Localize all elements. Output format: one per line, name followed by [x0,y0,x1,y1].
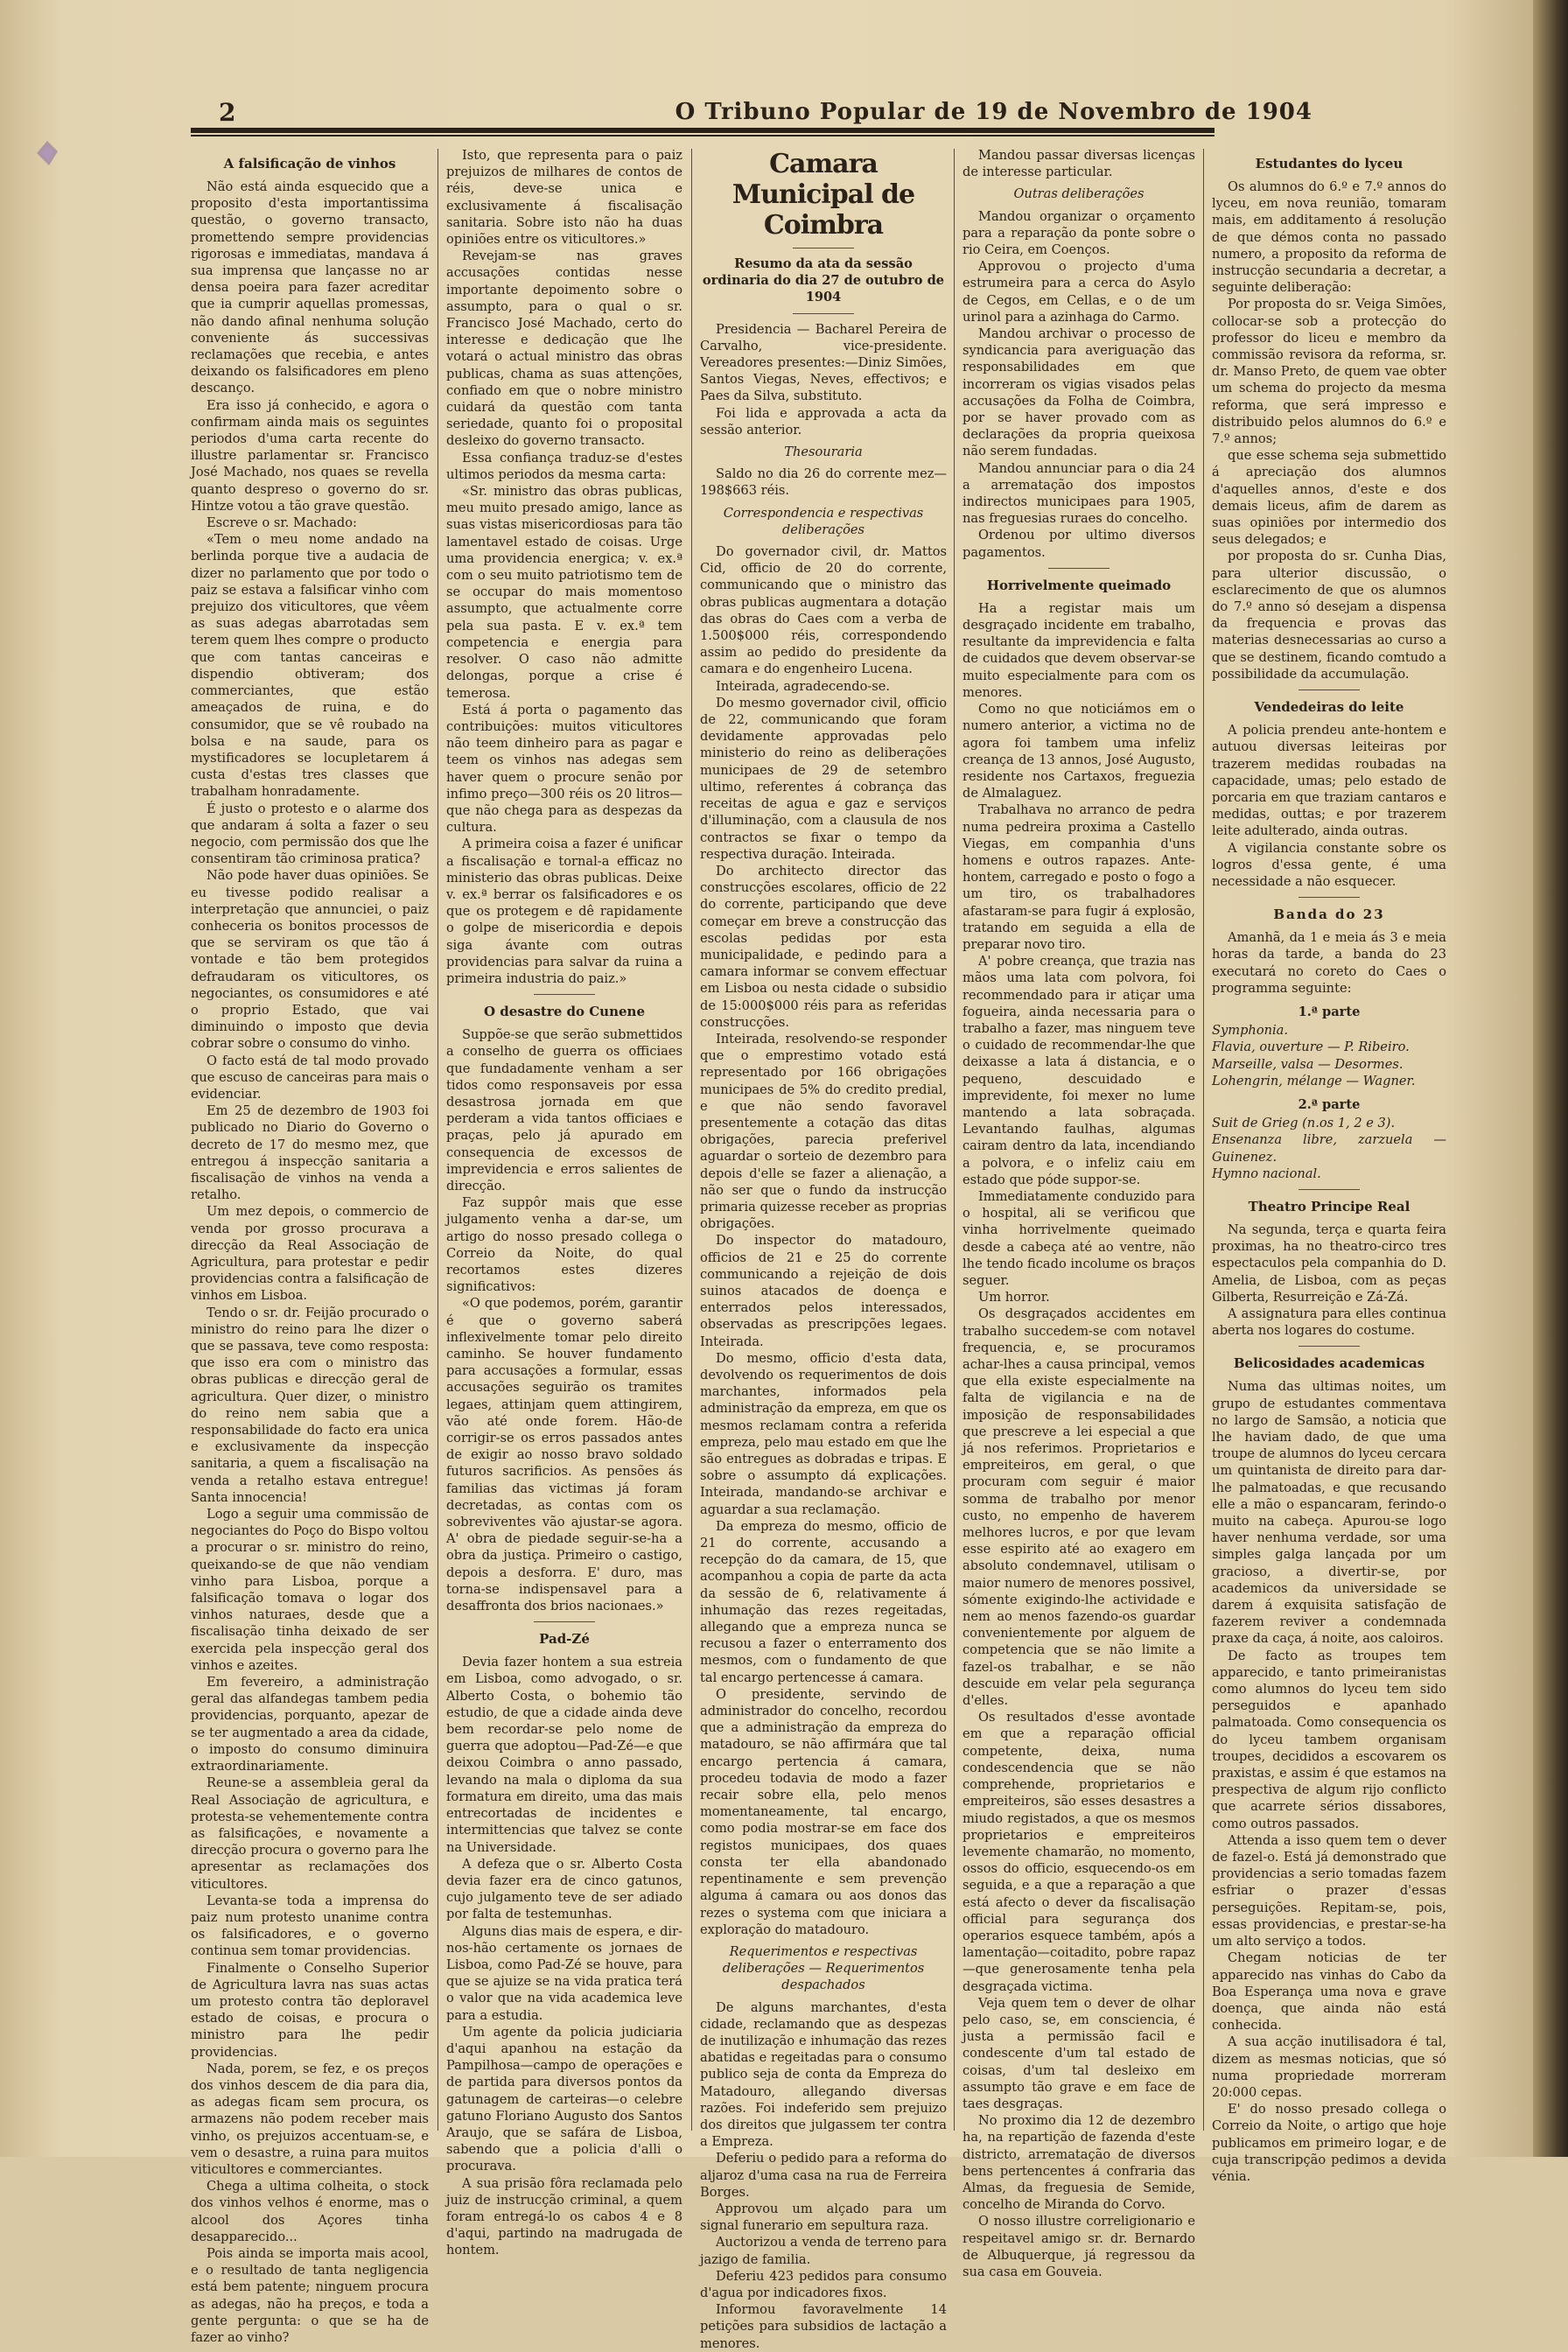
separator [534,1621,595,1622]
paragraph: Ordenou por ultimo diversos pagamentos. [962,528,1195,560]
paragraph: Deferiu 423 pedidos para consumo d'agua por indicadores fixos. [700,2268,947,2300]
paragraph: Na segunda, terça e quarta feira proximas, ha no theatro-circo tres espectaculos pela companhia do D. Amelia, de Lisboa, com as peças Gilberta, Resurreição e Zá-Zá. [1212,1222,1446,1305]
heading-correspondencia: Correspondencia e respectivas deliberações [723,505,924,537]
session-summary: Resumo da ata da sessão ordinaria do dia 27 de outubro de 1904 [702,256,945,305]
paragraph: Mandou annunciar para o dia 24 a arrematação dos impostos indirectos municipaes para 1905, nas freguesias ruraes do concelho. [962,460,1195,527]
article-title-leite: Vendedeiras do leite [1254,699,1404,716]
article-body-queimado [962,600,1195,2280]
paragraph: Inteirada, resolvendo-se responder que o emprestimo votado está representado por 166 obrigações municipaes de 5% do credito predial, e que não sendo favoravel presentemente a cotação das ditas obrigações, parecia preferivel aguardar o sorteio de dezembro para depois d'elle se fazer a alienação, a não ser que o fundo da instrucção primaria quizesse receber as proprias obrigações. [700,1031,947,1232]
column-rule [954,149,955,2131]
article-title-queimado: Horrivelmente queimado [986,577,1172,593]
paragraph: A policia prendeu ante-hontem e autuou diversas leiteiras por trazerem medidas roubadas na capacidade, umas; pelo estado de porcaria em que traziam cantaros e medidas, outtas; e por trazerem leite adulterado, ainda outras. [1212,723,1446,839]
paragraph: Não pode haver duas opiniões. Se eu tivesse podido realisar a interpretação que annunciei, o paiz conheceria os bonitos processos de que se serviram os que tão á vontade e tão bem protegidos defraudaram os viticultores, os negociantes, os consumidores e até o proprio Estado, que vai diminuindo o imposto que devia cobrar sobre o consumo do vinho. [191,868,429,1052]
article-body-theatro [1212,1222,1446,1339]
article-title-padze: Pad-Zé [539,1631,590,1648]
article-title-belicosidades: Belicosidades academicas [1233,1355,1425,1372]
program-part-1-heading: 1.ª parte [1298,1004,1361,1019]
separator [534,994,595,995]
article-body-cunene [446,1026,682,1614]
paragraph: Escreve o sr. Machado: [206,515,357,531]
paragraph: Do inspector do matadouro, officios de 21 e 25 do corrente communicando a rejeição de dois suinos atacados de doença e enterrados pelos interessados, observadas as prescripções legaes. Inteirada. [700,1233,947,1349]
requests-body [700,1999,947,2352]
paragraph: Do mesmo governador civil, officio de 22, communicando que foram devidamente approvadas pelo ministerio do reino as deliberações municipaes de 29 de setembro ultimo, referentes á cobrança das receitas de agua e gaz e serviços d'illuminação, com a clausula de nos contractos se fixar o tempo da respectiva duração. Inteirada. [700,695,947,862]
article-body-lyceu [1212,178,1446,682]
program-part-2-list [1212,1115,1446,1182]
paragraph: Devia fazer hontem a sua estreia em Lisboa, como advogado, o sr. Alberto Costa, o bohemio tão estudio, de que a cidade ainda deve bem recordar-se pelo nome de guerra que adoptou—Pad-Zé—e que deixou Coimbra o anno passado, levando na mala o diploma da sua formatura em direito, uma das mais entrecortadas de incidentes e intermittencias que talvez se conte na Universidade. [446,1655,682,1855]
paragraph: Era isso já conhecido, e agora o confirmam ainda mais os seguintes periodos d'uma carta recente do illustre parlamentar sr. Francisco José Machado, nos quaes se revella quanto despreso o governo do sr. Hintze votou a tão grave questão. [191,397,429,514]
paragraph: Approvou o projecto d'uma estrumeira para a cerca do Asylo de Cegos, em Cellas, e o de um urinol para a azinhaga do Carmo. [962,259,1195,325]
correspondence-body [700,543,947,1938]
tesouraria-text: Saldo no dia 26 do corrente mez—198$663 réis. [700,466,947,499]
other-deliberations-body [962,208,1195,561]
paragraph: Um horror. [978,1290,1050,1306]
paragraph: Numa das ultimas noites, um grupo de estudantes commentava no largo de Samsão, a noticia que lhe haviam dado, de que uma troupe de alumnos do lyceu cercara um quintanista de direito para dar-lhe palmatoadas, e que recusando elle a mão o espancaram, ferindo-o muito na cabeça. Apurou-se logo haver nenhuma verdade, sor uma simples galga lançada por um gracioso, a divertir-se, por academicos da universidade se darem á exquisita satisfação de fazerem reviver a condemnada praxe da caça, á noite, aos caloiros. [1212,1379,1446,1647]
paragraph: Presidencia — Bacharel Pereira de Carvalho, vice-presidente. Vereadores presentes:—Diniz Simões, Santos Viegas, Neves, effectivos; e Paes da Silva, substituto. [700,321,947,404]
column-rule [1203,149,1204,2131]
masthead: O Tribuno Popular de 19 de Novembro de 1904 [675,99,1312,125]
article-title-camara: Camara Municipal de Coimbra [732,149,915,241]
paragraph: Essa confiança traduz-se d'estes ultimos periodos da mesma carta: [446,450,682,482]
paragraph: Inteirada, agradecendo-se. [716,678,891,694]
paragraph: Tendo o sr. dr. Feijão procurado o ministro do reino para lhe dizer o que se passava, teve como resposta: que isso era com o ministro das obras publicas e direcção geral de agricultura. Quer dizer, o ministro do reino nem sabia que a responsabilidade do facto era unica e exclusivamente da inspecção sanitaria, a quem a fiscalisação na venda a retalho estava entregue! Santa innocencia! [191,1305,429,1505]
paragraph: Isto, que representa para o paiz prejuizos de milhares de contos de réis, deve-se unica e exclusivamente á fiscalisação sanitaria. Sobre isto não ha duas opiniões entre os viticultores.» [446,148,682,248]
program-part-2-heading: 2.ª parte [1298,1096,1361,1112]
paragraph: Os desgraçados accidentes em trabalho succedem-se com notavel frequencia, e, se procuramos achar-lhes a causa principal, vemos que ella existe especialmente na falta de vigilancia e na de imposição de responsabilidades que prescreve a lei especial a que já nos referimos. Proprietarios e empreiteiros, em geral, o que procuram com seguir é maior somma de trabalho por menor custo, no empenho de haverem melhores lucros, e por que levam esse espirito até ao exagero em absoluto condemnavel, utilisam o maior numero de menores possivel, sómente exigindo-lhe actividade e nem ao menos fazendo-os guardar convenientemente por alguem de competencia que se não limite a fazel-os trabalhar, e se não descuide em velar pela segurança d'elles. [962,1306,1195,1709]
paragraph: A sua prisão fôra reclamada pelo juiz de instrucção criminal, a quem foram entregá-lo os cabos 4 e 8 d'aqui, partindo na madrugada de hontem. [446,2175,682,2258]
paragraph: Em 25 de dezembro de 1903 foi publicado no Diario do Governo o decreto de 17 do mesmo mez, que entregou á inspecção sanitaria a fiscalisação de vinhos na venda a retalho. [191,1103,429,1203]
column-5 [1212,147,1446,2184]
program-part-1-list [1212,1022,1446,1089]
separator [1298,1346,1360,1347]
paragraph: Foi lida e approvada a acta da sessão anterior. [700,405,947,438]
paragraph: Da empreza do mesmo, officio de 21 do corrente, accusando a recepção do da camara, de 15, que acompanhou a copia de parte da acta da sessão de 6, relativamente á inhumação das rezes regeitadas, allegando que a empreza nunca se recusou a fazer o enterramento dos mesmos, com o fundamento de que tal encargo pertencesse á camara. [700,1518,947,1685]
paragraph: Mandou archivar o processo de syndicancia para averiguação das responsabilidades em que incorreram os vigias visados pelas accusações da Folha de Coimbra, por se haver provado com as declarações da propria queixosa não serem fundadas. [962,326,1195,459]
paragraph: Veja quem tem o dever de olhar pelo caso, se, em consciencia, é justa a permissão facil e condescente d'um tal estado de coisas, d'um tal desleixo em assumpto tão grave e em face de taes desgraças. [962,1995,1195,2111]
paragraph: O facto está de tal modo provado que escuso de canceiras para mais o evidenciar. [191,1053,429,1102]
page-header [219,94,1330,130]
article-body-falsificacao [191,178,429,2346]
header-rule-thin [191,135,1214,136]
paragraph: Pois ainda se importa mais acool, e o resultado de tanta negligencia está bem patente; ninguem procura as adegas, não ha preços, e toda a gente pergunta: o que se ha de fazer ao vinho? [191,2245,429,2345]
paragraph: Symphonia. [1212,1023,1289,1039]
band-announcement: Amanhã, da 1 e meia ás 3 e meia horas da tarde, a banda do 23 executará no coreto do Caes o programma seguinte: [1212,930,1446,996]
paragraph: Logo a seguir uma commissão de negociantes do Poço do Bispo voltou a procurar o sr. ministro do reino, queixando-se de que não vendiam vinho para Lisboa, porque a falsificação tomava o logar dos vinhos naturaes, desde que a fiscalisação tinha deixado de ser exercida pela inspecção geral dos vinhos e azeites. [191,1507,429,1673]
paragraph: Auctorizou a venda de terreno para jazigo de familia. [700,2235,947,2267]
paragraph: Immediatamente conduzido para o hospital, ali se verificou que vinha horrivelmente queimado desde a cabeça até ao ventre, não lhe tendo ficado incolume os braços seguer. [962,1188,1195,1288]
column-2 [446,147,682,2258]
paragraph: Attenda a isso quem tem o dever de fazel-o. Está já demonstrado que providencias a serio tomadas fazem esfriar o prazer d'essas perseguições. Repitam-se, pois, essas providencias, e prestar-se-ha um alto serviço a todos. [1212,1832,1446,1950]
session-attendance [700,321,947,438]
paragraph: Revejam-se nas graves accusações contidas nesse importante depoimento sobre o assumpto, para o qual o sr. Francisco José Machado, certo do interesse e dedicação que lhe votará o actual ministro das obras publicas, chama as suas attenções, confiado em que o nobre ministro cuidará da questão com tanta seriedade, quanto foi o proposital desleixo do governo transacto. [446,248,682,449]
paragraph: Ensenanza libre, zarzuela — Guinenez. [1212,1132,1446,1165]
paragraph: A defeza que o sr. Alberto Costa devia fazer era de cinco gatunos, cujo julgamento teve de ser adiado por falta de testemunhas. [446,1856,682,1922]
paragraph: A primeira coisa a fazer é unificar a fiscalisação e tornal-a efficaz no ministerio das obras publicas. Deixe v. ex.ª berrar os falsificadores e os que os protegem e dê rapidamente o golpe de misericordia e depois siga ávante com outras providencias para salvar da ruina a primeira industria do paiz.» [446,836,682,986]
paragraph: O nosso illustre correligionario e respeitavel amigo sr. dr. Bernardo de Albuquerque, já regressou da sua casa em Gouveia. [962,2214,1195,2279]
paragraph: A' pobre creança, que trazia nas mãos uma lata com polvora, foi recommendado para ir atiçar uma fogueira, ainda necessaria para o trabalho a fazer, mas ninguem teve o cuidado de recommendar-lhe que deixasse a lata á distancia, e o pequeno, descuidado e imprevidente, foi mexer no lume mantendo a lata sobraçada. Levantando faulhas, algumas cairam dentro da lata, incendiando a polvora, e o infeliz caiu em estado que póde suppor-se. [962,954,1195,1187]
column-3 [700,147,947,2351]
paragraph: Alguns dias mais de espera, e dir-nos-hão certamente os jornaes de Lisboa, como Pad-Zé se houve, para que se ajuize se na vida pratica terá o valor que na vida academica leve para a estudia. [446,1923,682,2023]
article-body-padze [446,1654,682,2258]
paragraph: Chega a ultima colheita, o stock dos vinhos velhos é enorme, mas o alcool dos Açores tinha desapparecido... [191,2179,429,2244]
article-title-cunene: O desastre do Cunene [484,1004,645,1020]
paragraph: Deferiu o pedido para a reforma do aljaroz d'uma casa na rua de Ferreira Borges. [700,2151,947,2200]
paragraph: que esse schema seja submettido á apreciação dos alumnos d'aquelles annos, d'este e dos demais liceus, afim de darem as suas opiniões por intermedio dos seus delegados; e [1212,448,1446,548]
paragraph: A assignatura para elles continua aberta nos logares do costume. [1212,1306,1446,1339]
header-rule [191,128,1214,133]
article-title-falsificacao: A falsificação de vinhos [223,156,396,172]
paragraph: A vigilancia constante sobre os logros d'essa gente, é uma necessidade a não esquecer. [1212,840,1446,889]
paragraph: Do architecto director das construcções escolares, officio de 22 do corrente, participando que deve começar em breve a construcção das escolas pedidas por esta municipalidade, e pedindo para a camara informar se convem effectuar em Lisboa ou nesta cidade o subsidio de 15:000$000 réis para as referidas construcções. [700,863,947,1030]
paragraph: Lohengrin, mélange — Wagner. [1212,1073,1416,1088]
camara-cont [962,147,1195,180]
heading-outras-deliberacoes: Outras deliberações [1013,186,1144,202]
column-4 [962,147,1195,2279]
paragraph: Chegam noticias de ter apparecido nas vinhas do Cabo da Boa Esperança uma nova e grave doença, que ainda não está conhecida. [1212,1950,1446,2034]
page-number: 2 [219,97,236,127]
paragraph: O presidente, servindo de administrador do concelho, recordou que a administração da empreza do matadouro, se não affirmára que tal encargo pertencia á camara, procedeu todavia de modo a fazer recair sobre ella, pelo menos momentaneamente, tal encargo, como podia mostrar-se em face dos registos municipaes, dos quaes consta ter ella abandonado repentinamente e sem prevenção alguma á camara ou aos donos das rezes o systema com que iniciara a exploração do matadouro. [700,1686,947,1937]
paragraph: «Tem o meu nome andado na berlinda porque tive a audacia de dizer no parlamento que por todo o paiz se estava a falsificar vinho com prejuizo dos viticultores, que vêem as suas adegas abarrotadas sem terem quem lhes compre o producto que com tantas canceiras e dispendio obtiveram; dos commerciantes, que estão ameaçados de ruina, e do consumidor, que se vê roubado na bolsa e na saude, para os mystificadores se locupletarem á custa d'estas tres classes que trabalham honradamente. [191,532,429,800]
paragraph: Suppõe-se que serão submettidos a conselho de guerra os officiaes que fundadamente venham a ser tidos como responsaveis por essa desastrosa jornada em que perderam a vida tantos officiaes e praças, pelo já apurado em consequencia de excessos de imprevidencia e erros salientes de direcção. [446,1027,682,1194]
paragraph: «O que podemos, porém, garantir é que o governo saberá inflexivelmente tomar pelo direito caminho. Se houver fundamento para accusações a formular, essas accusações seguirão os tramites legaes, attinjam quem attingirem, vão até onde forem. Hão-de corrigir-se os erros passados antes de exigir ao nosso bravo soldado futuros sacrificios. As pensões ás familias das victimas já foram decretadas, as contas com os sobreviventes vão ajustar-se agora. A' obra de piedade seguir-se-ha a obra da justiça. Primeiro o castigo, depois a desforra. E' duro, mas torna-se indispensavel para a desaffronta dos brios nacionaes.» [446,1296,682,1614]
article-title-lyceu: Estudantes do lyceu [1255,156,1404,172]
paragraph: Informou favoravelmente 14 petições para subsidios de lactação a menores. [700,2302,947,2351]
separator [793,313,854,314]
paragraph: Como no que noticiámos em o numero anterior, a victima no de agora foi tambem uma infeliz creança de 13 annos, José Augusto, residente nos Cartaxos, freguezia de Almalaguez. [962,702,1195,802]
paragraph: Um agente da policia judiciaria d'aqui apanhou na estação da Pampilhosa—campo de operações e de partida para diversos pontos da gatunagem de carteiras—o celebre gatuno Floriano Augusto dos Santos Araujo, que se safára de Lisboa, sabendo que a policia d'alli o procurava. [446,2024,682,2174]
paragraph: É justo o protesto e o alarme dos que andaram á solta a fazer o seu negocio, com permissão dos que lhe consentiram tão criminosa pratica? [191,801,429,867]
paragraph: Approvou um alçado para um signal funerario em sepultura raza. [700,2201,947,2234]
paragraph: Reune-se a assembleia geral da Real Associação de agricultura, e protesta-se vehementemente contra as falsificações, e novamente a direcção procura o governo para lhe apresentar as reclamações dos viticultores. [191,1775,429,1892]
paragraph: Nada, porem, se fez, e os preços dos vinhos descem de dia para dia, as adegas ficam sem procura, os armazens não podem receber mais vinho, os prejuizos accentuam-se, e vem o desastre, a ruina para muitos viticultores e commerciantes. [191,2061,429,2177]
separator [1298,1189,1360,1190]
paragraph: Do governador civil, dr. Mattos Cid, officio de 20 do corrente, communicando que o ministro das obras publicas augmentara a dotação das obras do Caes com a verba de 1.500$000 réis, correspondendo assim ao pedido do presidente da camara e do engenheiro Lucena. [700,544,947,677]
paragraph: Hymno nacional. [1212,1166,1321,1181]
column-1 [191,147,429,2345]
heading-tesouraria: Thesouraria [784,444,863,460]
paragraph: «Sr. ministro das obras publicas, meu muito presado amigo, lance as suas vistas misericordiosas para tão lamentavel estado de coisas. Urge uma providencia energica; v. ex.ª com o seu muito patriotismo tem de se occupar do mais momentoso assumpto, que actualmente corre pela sua pasta. E v. ex.ª tem competencia e energia para resolver. O caso não admitte delongas, porque a crise é temerosa. [446,484,682,701]
separator [1298,897,1360,898]
separator [1048,568,1110,569]
paragraph: A sua acção inutilisadora é tal, dizem as mesmas noticias, que só numa propriedade morreram 20:000 cepas. [1212,2034,1446,2100]
column-rule [691,149,692,2131]
page-binding-edge [1533,0,1568,2157]
paragraph: Faz suppôr mais que esse julgamento venha a dar-se, um artigo do nosso presado collega o Correio da Noite, do qual recortamos estes dizeres significativos: [446,1195,682,1295]
paragraph: Marseille, valsa — Desormes. [1212,1056,1404,1072]
paragraph: Um mez depois, o commercio de venda por grosso procurava a direcção da Real Associação de Agricultura, para protestar e pedir providencias contra a falsificação de vinhos em Lisboa. [191,1204,429,1304]
paragraph: Mandou organizar o orçamento para a reparação da ponte sobre o rio Ceira, em Coenços. [962,208,1195,258]
paragraph: No proximo dia 12 de dezembro ha, na repartição de fazenda d'este districto, arrematação de diversos bens pertencentes á confraria das Almas, da freguesia de Semide, concelho de Miranda do Corvo. [962,2113,1195,2213]
article-body-leite [1212,722,1446,890]
article-title-theatro: Theatro Principe Real [1248,1198,1410,1214]
paragraph: Está á porta o pagamento das contribuições: muitos viticultores não teem dinheiro para as pagar e teem os vinhos nas adegas sem haver quem o procure senão por infimo preço—300 réis os 20 litros—que não chega para as despezas da cultura. [446,702,682,836]
paragraph: Os alumnos do 6.º e 7.º annos do lyceu, em nova reunião, tomaram mais, em additamento á resolução de que démos conta no passado numero, a proposito da reforma de instrucção secundaria a decretar, a seguinte deliberação: [1212,179,1446,296]
paragraph: Os resultados d'esse avontade em que a reparação official competente, deixa, numa condescendencia que se não comprehende, proprietarios e empreiteiros, são esses desastres a miudo registados, a que os mesmos proprietarios e empreiteiros levemente chamarão, no momento, ossos do officio, esquecendo-os em seguida, e a que a reparação a que está afecto o dever da fiscalisação official para segurança dos operarios esquece também, após a lamentação—coitadito, pobre rapaz—que generosamente tenha pela desgraçada victima. [962,1710,1195,1994]
paragraph: Trabalhava no arranco de pedra numa pedreira proxima a Castello Viegas, em companhia d'uns homens e outros rapazes. Ante-hontem, carregado e posto o fogo a um tiro, os trabalhadores afastaram-se para fugir á explosão, tratando em seguida a ella de preparar novo tiro. [962,802,1195,952]
paragraph: por proposta do sr. Cunha Dias, para ulterior discussão, o esclarecimento de que os alumnos do 7.º anno só desejam a dispensa da frequencia e provas das materias desnecessarias ao curso a que se destinem, ficando comtudo a possibilidade da accumulação. [1212,549,1446,682]
paragraph: Levanta-se toda a imprensa do paiz num protesto unanime contra os falsificadores, e o governo continua sem tomar providencias. [191,1893,429,1959]
paragraph: E' do nosso presado collega o Correio da Noite, o artigo que hoje publicamos em primeiro logar, e de cuja transcripção pedimos a devida vénia. [1212,2102,1446,2184]
paragraph: Do mesmo, officio d'esta data, devolvendo os requerimentos de dois marchantes, informados pela administração da empreza, em que os mesmos reclamam contra a referida empreza, pelo mau estado em que lhe são entregues as dobradas e tripas. E sobre o assumpto dá explicações. Inteirada, mandando-se archivar e aguardar a sua reclamação. [700,1350,947,1517]
paragraph: Suit de Grieg (n.os 1, 2 e 3). [1212,1116,1396,1131]
paragraph: Não está ainda esquecido que a proposito d'esta importantissima questão, o governo transacto, promettendo sempre providencias rigorosas e immediatas, mandava á sua imprensa que lançasse no ar densa poeira para fazer acreditar que ia cumprir aquellas promessas, não dando afinal nenhuma solução conveniente ás successivas reclamações que recebia, e antes deixando os falsificadores em pleno descanço. [191,179,429,396]
article-title-banda: Banda do 23 [1273,906,1385,923]
paragraph: Por proposta do sr. Veiga Simões, collocar-se sob a protecção do professor do liceu e membro da commissão revisora da reforma, sr. dr. Manso Preto, de quem vae obter um schema do projecto da mesma reforma, que será impresso e distribuido pelos alumnos do 6.º e 7.º annos; [1212,297,1446,447]
article-body-belicosidades [1212,1378,1446,2185]
paragraph: De alguns marchantes, d'esta cidade, reclamando que as despezas de inutilização e inhumação das rezes abatidas e regeitadas para o consumo publico seja de conta da Empreza do Matadouro, allegando diversas razões. Foi indeferido sem prejuizo dos direitos que julgassem ter contra a Empreza. [700,1999,947,2150]
paragraph: Em fevereiro, a administração geral das alfandegas tambem pedia providencias, porquanto, apezar de se ter augmentado a area da cidade, o imposto do consumo diminuira extraordinariamente. [191,1675,429,1774]
paragraph: Mandou passar diversas licenças de interesse particular. [962,148,1195,180]
paragraph: Ha a registar mais um desgraçado incidente em trabalho, resultante da imprevidencia e falta de cuidados que devem observar-se muito especialmente para com os menores. [962,600,1195,700]
paragraph: Finalmente o Conselho Superior de Agricultura lavra nas suas actas um protesto contra tão deploravel estado de coisas, e procura o ministro para lhe pedir providencias. [191,1960,429,2060]
ink-stamp-icon [30,136,65,171]
heading-requerimentos: Requerimentos e respectivas deliberações — Requerimentos despachados [722,1943,925,1993]
paragraph: De facto as troupes tem apparecido, e tanto primeiranistas como alumnos do lyceu tem sido perseguidos e apanhado palmatoada. Como consequencia os do lyceu tambem organisam troupes, decididos a escovarem os praxistas, e assim é que estamos na prespectiva de algum rijo conflicto que acarrete sérios dissabores, como outros passados. [1212,1648,1446,1831]
article-body-falsificacao-cont [446,147,682,987]
paragraph: Flavia, ouverture — P. Ribeiro. [1212,1040,1410,1055]
